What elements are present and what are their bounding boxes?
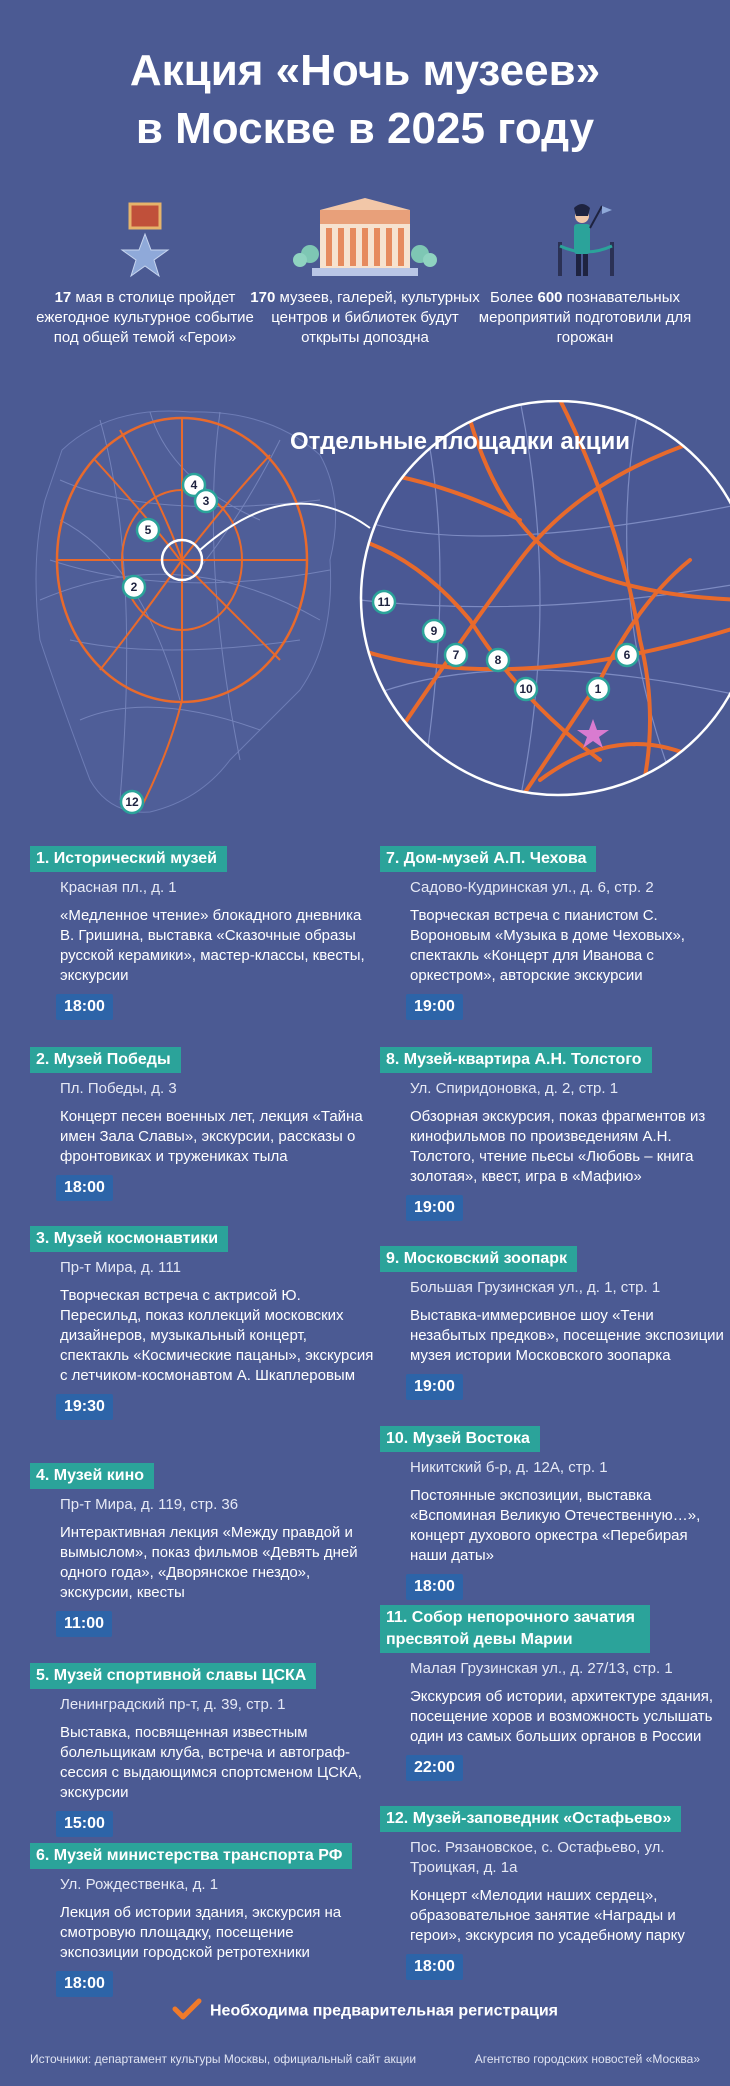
page-title: Акция «Ночь музеев» в Москве в 2025 году [129, 46, 601, 153]
museum-card-6: 6. Музей министерства транспорта РФ Ул. Рождественка, д. 1 Лекция об истории здания, экскурсия на смотровую площадку, посещение экспозиции городской ретротехники 18:00 [34, 1843, 374, 1997]
map-marker-2 [123, 576, 145, 598]
svg-text:11: 11 [377, 595, 391, 609]
time-badge: 22:00 [406, 1755, 463, 1781]
museum-card-11: 11. Собор непорочного зачатия пресвятой девы Марии Малая Грузинская ул., д. 27/13, стр. 1 Экскурсия об истории, архитектуре здания, посещение хоров и возможность услышать один из самых больших органов в России 22:00 [384, 1605, 724, 1781]
agency-credit: Агентство городских новостей «Москва» [474, 2052, 700, 2066]
map-marker-12 [121, 791, 143, 813]
map-marker-5 [137, 519, 159, 541]
time-badge: 18:00 [406, 1954, 463, 1980]
intro-item-museums: 170 музеев, галерей, культурных центров и библиотек будут открыты допоздна [250, 196, 480, 348]
time-badge: 19:00 [406, 1374, 463, 1400]
guide-person-icon [470, 196, 700, 284]
map-marker-6 [616, 644, 638, 666]
moscow-map [0, 400, 730, 840]
svg-text:8: 8 [494, 653, 502, 667]
time-badge: 15:00 [56, 1811, 113, 1837]
sources: Источники: департамент культуры Москвы, официальный сайт акции [30, 2052, 417, 2066]
map-title: Отдельные площадки акции [290, 428, 630, 455]
registration-note: Необходима предварительная регистрация [0, 1998, 730, 2025]
map-marker-11 [373, 591, 395, 613]
svg-text:9: 9 [430, 624, 438, 638]
checkmark-icon [172, 1998, 202, 2025]
svg-text:4: 4 [190, 478, 198, 492]
museum-card-2: 2. Музей Победы Пл. Победы, д. 3 Концерт песен военных лет, лекция «Тайна имен Зала Славы», экскурсии, рассказы о фронтовиках и тружениках тыла 18:00 [34, 1047, 374, 1201]
intro-item-events: Более 600 познавательных мероприятий подготовили для горожан [470, 196, 700, 348]
museum-card-9: 9. Московский зоопарк Большая Грузинская ул., д. 1, стр. 1 Выставка-иммерсивное шоу «Тени незабытых предков», посещение экспозиции музея истории Московского зоопарка 19:00 [384, 1246, 724, 1400]
time-badge: 18:00 [56, 1971, 113, 1997]
map-marker-8 [487, 649, 509, 671]
museum-card-8: 8. Музей-квартира А.Н. Толстого Ул. Спиридоновка, д. 2, стр. 1 Обзорная экскурсия, показ фрагментов из кинофильмов по произведениям А.Н. Толстого, чтение пьесы «Любовь – книга золотая», квест, игра в «Мафию» 19:00 [384, 1047, 724, 1221]
map-marker-9 [423, 620, 445, 642]
time-badge: 11:00 [56, 1611, 112, 1637]
museum-card-5: 5. Музей спортивной славы ЦСКА Ленинградский пр-т, д. 39, стр. 1 Выставка, посвященная известным болельщикам клуба, встреча и автограф-сессия с выдающимся спортсменом ЦСКА, экскурсии 15:00 [34, 1663, 374, 1837]
time-badge: 19:30 [56, 1394, 113, 1420]
museum-card-4: 4. Музей кино Пр-т Мира, д. 119, стр. 36 Интерактивная лекция «Между правдой и вымыслом», показ фильмов «Девять дней одного года», «Дворянское гнездо», экскурсии, квесты 11:00 [34, 1463, 374, 1637]
intro-item-date: 17 мая в столице пройдет ежегодное культурное событие под общей темой «Герои» [30, 196, 260, 348]
svg-text:7: 7 [452, 648, 460, 662]
svg-text:12: 12 [125, 795, 139, 809]
map-marker-10 [515, 678, 537, 700]
hero-medal-icon [30, 196, 260, 284]
map-marker-7 [445, 644, 467, 666]
museum-card-1: 1. Исторический музей Красная пл., д. 1 «Медленное чтение» блокадного дневника В. Гришина, выставка «Сказочные образы русской керамики», мастер-классы, квесты, экскурсии 18:00 [34, 846, 374, 1020]
museum-card-12: 12. Музей-заповедник «Остафьево» Пос. Рязановское, с. Остафьево, ул. Троицкая, д. 1а Концерт «Мелодии наших сердец», образовательное занятие «Награды и герои», экскурсия по усадебному парку 18:00 [384, 1806, 724, 1980]
svg-text:10: 10 [519, 682, 533, 696]
museum-card-10: 10. Музей Востока Никитский б-р, д. 12А, стр. 1 Постоянные экспозиции, выставка «Вспоминая Великую Отечественную…», концерт духового оркестра «Перебирая наши даты» 18:00 [384, 1426, 724, 1600]
svg-text:5: 5 [144, 523, 152, 537]
museum-card-7: 7. Дом-музей А.П. Чехова Садово-Кудринская ул., д. 6, стр. 2 Творческая встреча с пианистом С. Вороновым «Музыка в доме Чеховых», спектакль «Концерт для Иванова с оркестром», авторские экскурсии 19:00 [384, 846, 724, 1020]
time-badge: 18:00 [406, 1574, 463, 1600]
time-badge: 18:00 [56, 1175, 113, 1201]
map-marker-3 [195, 490, 217, 512]
svg-text:1: 1 [594, 682, 602, 696]
museum-card-3: 3. Музей космонавтики Пр-т Мира, д. 111 Творческая встреча с актрисой Ю. Пересильд, показ коллекций московских дизайнеров, музыкальный концерт, спектакль «Космические пацаны», экскурсия с летчиком-космонавтом А. Шкаплеровым 19:30 [34, 1226, 374, 1420]
time-badge: 19:00 [406, 1195, 463, 1221]
svg-text:6: 6 [623, 648, 631, 662]
time-badge: 19:00 [406, 994, 463, 1020]
museum-building-icon [250, 196, 480, 284]
svg-text:3: 3 [202, 494, 210, 508]
svg-text:2: 2 [130, 580, 138, 594]
time-badge: 18:00 [56, 994, 113, 1020]
map-marker-1 [587, 678, 609, 700]
